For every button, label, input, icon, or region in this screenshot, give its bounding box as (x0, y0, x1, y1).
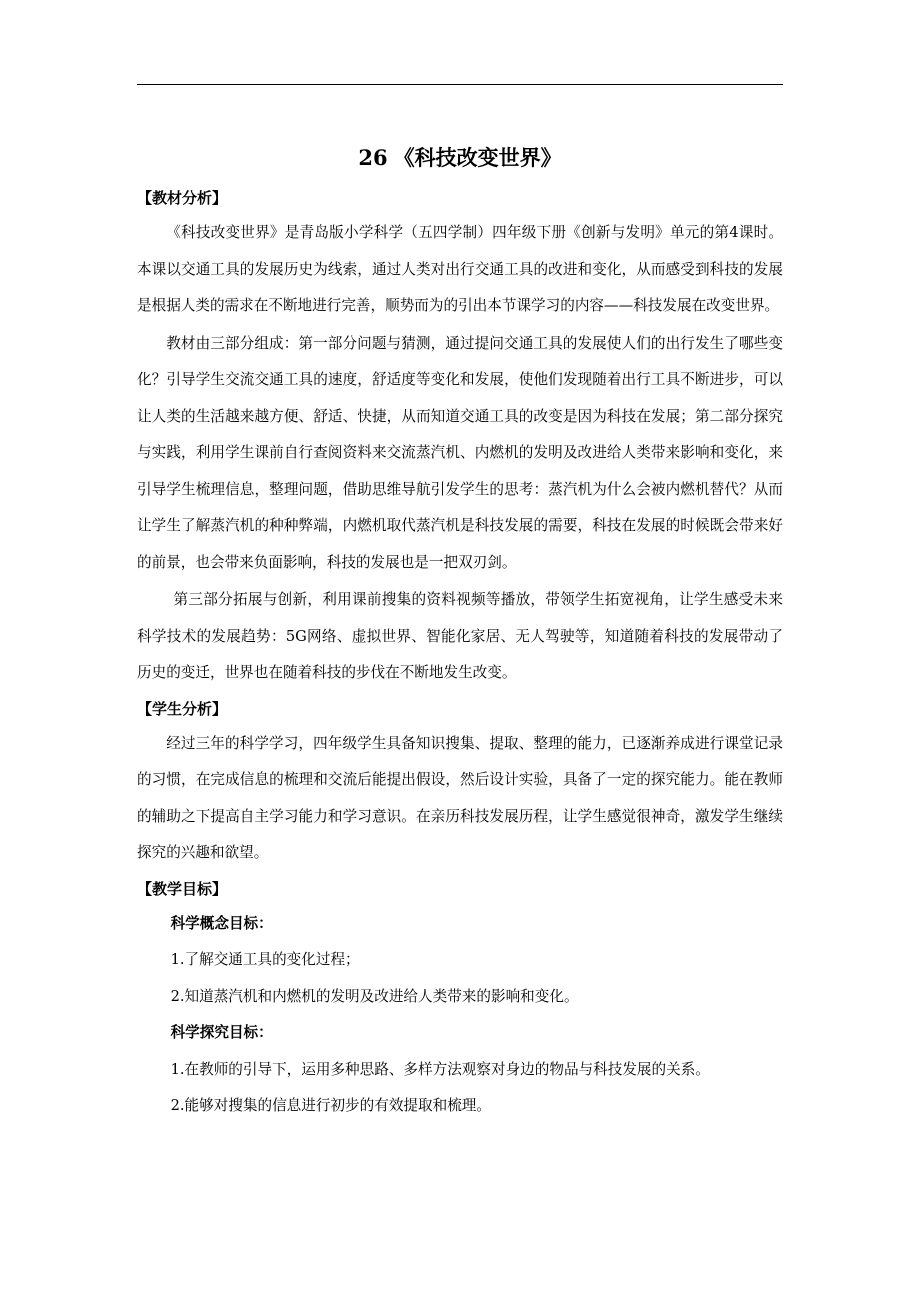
header-rule (137, 84, 783, 85)
teaching-goals-heading: 【教学目标】 (137, 879, 228, 898)
title-number: 26 (358, 145, 388, 170)
concept-goal-item-1: 1.了解交通工具的变化过程； (170, 951, 360, 968)
inquiry-goals-heading: 科学探究目标： (170, 1024, 273, 1041)
concept-goals-heading: 科学概念目标： (170, 914, 273, 932)
textbook-analysis-heading: 【教材分析】 (137, 189, 228, 207)
textbook-analysis-paragraph-3: 第三部分拓展与创新，利用课前搜集的资料视频等播放，带领学生拓宽视角，让学生感受未来科学技术的发展趋势：5G网络、虚拟世界、智能化家居、无人驾驶等，知道随着科技的发展带动了历史的变迁，世界也在随着科技的步伐在不断地发生改变。 (137, 591, 783, 681)
inquiry-goal-item-2: 2.能够对搜集的信息进行初步的有效提取和梳理。 (170, 1097, 491, 1114)
textbook-analysis-paragraph-1: 《科技改变世界》是青岛版小学科学（五四学制）四年级下册《创新与发明》单元的第4课时。本课以交通工具的发展历史为线索，通过人类对出行交通工具的改进和变化，从而感受到科技的发展是根据人类的需求在不断地进行完善，顺势而为的引出本节课学习的内容——科技发展在改变世界。 (137, 224, 783, 314)
document-body (137, 140, 783, 1125)
textbook-analysis-paragraph-2: 教材由三部分组成：第一部分问题与猜测，通过提问交通工具的发展使人们的出行发生了哪些变化？引导学生交流交通工具的速度，舒适度等变化和发展，使他们发现随着出行工具不断进步，可以让人类的生活越来越方便、舒适、快捷，从而知道交通工具的改变是因为科技在发展；第二部分探究与实践，利用学生课前自行查阅资料来交流蒸汽机、内燃机的发明及改进给人类带来影响和变化，来引导学生梳理信息，整理问题，借助思维导航引发学生的思考：蒸汽机为什么会被内燃机替代？从而让学生了解蒸汽机的种种弊端，内燃机取代蒸汽机是科技发展的需要，科技在发展的时候既会带来好的前景，也会带来负面影响，科技的发展也是一把双刃剑。 (137, 334, 783, 571)
document-title (137, 140, 783, 176)
inquiry-goal-item-1: 1.在教师的引导下，运用多种思路、多样方法观察对身边的物品与科技发展的关系。 (170, 1060, 710, 1078)
title-text: 《科技改变世界》 (393, 145, 562, 170)
student-analysis-heading: 【学生分析】 (137, 699, 228, 718)
concept-goal-item-2: 2.知道蒸汽机和内燃机的发明及改进给人类带来的影响和变化。 (170, 987, 579, 1005)
student-analysis-paragraph: 经过三年的科学学习，四年级学生具备知识搜集、提取、整理的能力，已逐渐养成进行课堂记录的习惯，在完成信息的梳理和交流后能提出假设，然后设计实验，具备了一定的探究能力。能在教师的辅助之下提高自主学习能力和学习意识。在亲历科技发展历程，让学生感觉很神奇，激发学生继续探究的兴趣和欲望。 (137, 734, 783, 861)
